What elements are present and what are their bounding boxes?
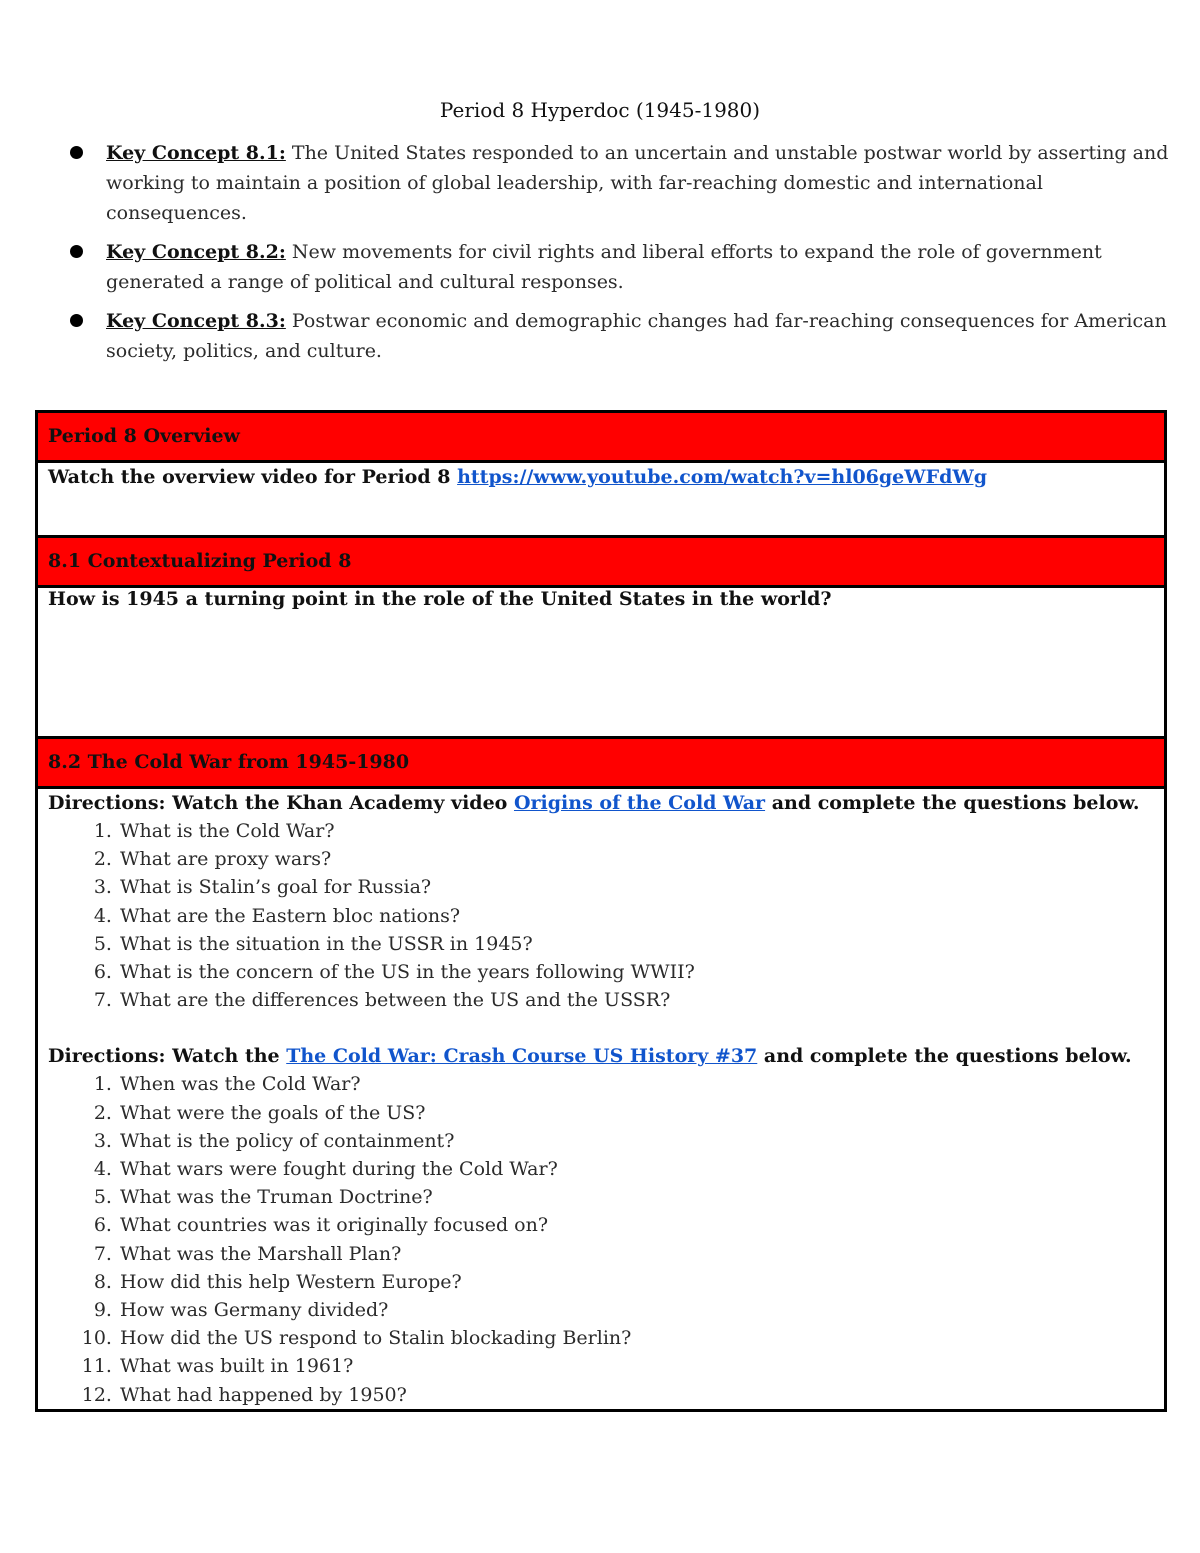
bullet-icon (70, 146, 83, 159)
directions-khan (48, 789, 1154, 817)
list-item: 1. When was the Cold War? (118, 1070, 1154, 1098)
key-concepts-list (70, 138, 1170, 375)
directions-text: Directions: Watch the (48, 1045, 287, 1068)
list-item: 7. What was the Marshall Plan? (118, 1240, 1154, 1268)
key-concept-text: The United States responded to an uncertain and unstable postwar world by asserting and working to maintain a position of global leadership, with far-reaching domestic and international consequences. (106, 142, 1169, 224)
list-item: 2. What were the goals of the US? (118, 1099, 1154, 1127)
context-question: How is 1945 a turning point in the role of the United States in the world? (48, 588, 832, 610)
hyperdoc-table (35, 410, 1167, 1412)
directions-text: and complete the questions below. (765, 792, 1140, 814)
list-item: 5. What is the situation in the USSR in 1945? (118, 930, 1154, 958)
key-concept-label: Key Concept 8.3: (106, 310, 286, 332)
list-item: 11. What was built in 1961? (118, 1352, 1154, 1380)
list-item: 2. What are proxy wars? (118, 845, 1154, 873)
list-item: 7. What are the differences between the US and the USSR? (118, 986, 1154, 1014)
directions-text: Directions: Watch the Khan Academy video (48, 792, 514, 814)
list-item: 12. What had happened by 1950? (118, 1381, 1154, 1409)
bullet-icon (70, 245, 83, 258)
overview-video-link[interactable]: https://www.youtube.com/watch?v=hl06geWFdWg (457, 466, 987, 488)
directions-text: and complete the questions below. (757, 1045, 1132, 1068)
crash-course-questions-list (48, 1070, 1154, 1408)
key-concept-8-1 (70, 138, 1170, 228)
spacer (48, 1014, 1154, 1042)
list-item: 1. What is the Cold War? (118, 817, 1154, 845)
list-item: 8. How did this help Western Europe? (118, 1268, 1154, 1296)
list-item: 6. What countries was it originally focused on? (118, 1211, 1154, 1239)
page-title: Period 8 Hyperdoc (1945-1980) (439, 98, 761, 122)
list-item: 4. What are the Eastern bloc nations? (118, 902, 1154, 930)
context-body (37, 587, 1166, 738)
directions-crash-course (48, 1042, 1154, 1070)
overview-body (37, 462, 1166, 537)
key-concept-label: Key Concept 8.1: (106, 142, 286, 164)
key-concept-8-2 (70, 237, 1170, 297)
overview-header: Period 8 Overview (37, 412, 1166, 462)
key-concept-text: Postwar economic and demographic changes had far-reaching consequences for American society, politics, and culture. (106, 310, 1167, 362)
list-item: 6. What is the concern of the US in the years following WWII? (118, 958, 1154, 986)
list-item: 4. What wars were fought during the Cold War? (118, 1155, 1154, 1183)
list-item: 9. How was Germany divided? (118, 1296, 1154, 1324)
overview-prompt: Watch the overview video for Period 8 (48, 466, 458, 488)
cold-war-header: 8.2 The Cold War from 1945-1980 (37, 738, 1166, 788)
list-item: 3. What is the policy of containment? (118, 1127, 1154, 1155)
origins-of-cold-war-link[interactable]: Origins of the Cold War (513, 792, 766, 814)
list-item: 10. How did the US respond to Stalin blockading Berlin? (118, 1324, 1154, 1352)
key-concept-8-3 (70, 306, 1170, 366)
key-concept-label: Key Concept 8.2: (106, 241, 286, 263)
list-item: 5. What was the Truman Doctrine? (118, 1183, 1154, 1211)
key-concept-text: New movements for civil rights and liberal efforts to expand the role of government generated a range of political and cultural responses. (106, 241, 1102, 293)
bullet-icon (70, 314, 83, 327)
cold-war-body (37, 788, 1166, 1411)
context-header: 8.1 Contextualizing Period 8 (37, 537, 1166, 587)
khan-questions-list (48, 817, 1154, 1014)
crash-course-cold-war-link[interactable]: The Cold War: Crash Course US History #37 (286, 1045, 758, 1068)
list-item: 3. What is Stalin’s goal for Russia? (118, 873, 1154, 901)
